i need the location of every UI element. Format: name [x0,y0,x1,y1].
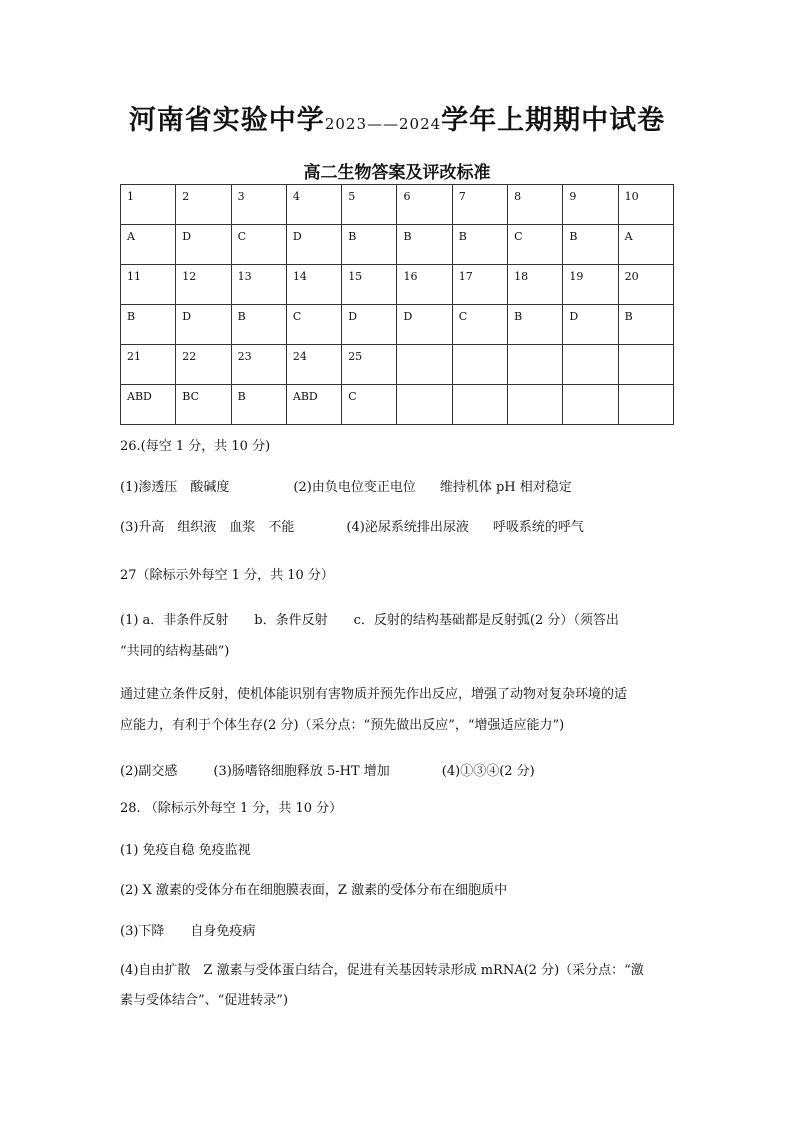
q27-line-4: 应能力，有利于个体生存(2 分)（采分点：“预先做出反应”，“增强适应能力”) [120,718,565,733]
title-school: 河南省实验中学 [128,105,325,136]
table-row [121,385,674,425]
q26-part-1: (1)渗透压 酸碱度 [120,480,230,495]
table-cell [508,385,563,425]
q26-part-2: (2)由负电位变正电位 [293,480,416,495]
table-cell: 8 [508,185,563,225]
q27-part-4: (4)①③④(2 分) [441,764,535,779]
table-cell [508,345,563,385]
q27-line-2: “共同的结构基础”) [120,644,230,659]
q28-line-4: (4)自由扩散 Z 激素与受体蛋白结合，促进有关基因转录形成 mRNA(2 分)（采分点：“激 [120,963,644,978]
q27-line-5 [120,760,535,779]
table-cell: B [452,225,507,265]
table-cell: C [452,305,507,345]
table-row [121,265,674,305]
table-cell: 2 [176,185,231,225]
table-cell: D [176,225,231,265]
table-cell: C [286,305,341,345]
table-cell: 7 [452,185,507,225]
q27-part-3: (3)肠嗜铬细胞释放 5-HT 增加 [213,764,390,779]
table-cell: B [618,305,673,345]
table-cell: 18 [508,265,563,305]
q28-line-2: (2) X 激素的受体分布在细胞膜表面，Z 激素的受体分布在细胞质中 [120,883,508,898]
table-cell [397,345,452,385]
table-cell: 12 [176,265,231,305]
q28-header: 28. （除标示外每空 1 分，共 10 分） [120,801,343,816]
table-cell: B [397,225,452,265]
table-row [121,225,674,265]
table-cell: ABD [121,385,176,425]
table-cell: 24 [286,345,341,385]
table-cell: D [286,225,341,265]
table-cell: C [231,225,286,265]
q26-header: 26.(每空 1 分，共 10 分) [120,439,271,454]
q26-line-2 [120,516,584,535]
q28-line-5: 素与受体结合”、“促进转录”) [120,993,289,1008]
table-cell [618,345,673,385]
table-cell: A [618,225,673,265]
q27-header: 27（除标示外每空 1 分，共 10 分） [120,568,334,583]
q27-line-1: (1) a．非条件反射 b．条件反射 c．反射的结构基础都是反射弧(2 分）（须答出 [120,613,619,628]
table-cell: 17 [452,265,507,305]
title-year: 2023——2024 [324,115,442,133]
table-cell: 23 [231,345,286,385]
table-cell: 3 [231,185,286,225]
table-cell [452,385,507,425]
q26-part-4: (4)泌尿系统排出尿液 [346,520,469,535]
q27-line-3: 通过建立条件反射，使机体能识别有害物质并预先作出反应，增强了动物对复杂环境的适 [120,687,628,702]
table-cell: A [121,225,176,265]
table-cell [563,385,618,425]
table-cell: 6 [397,185,452,225]
table-cell [452,345,507,385]
table-cell: B [342,225,397,265]
table-cell: D [342,305,397,345]
table-cell: 13 [231,265,286,305]
table-cell: 20 [618,265,673,305]
table-cell [563,345,618,385]
table-cell: 15 [342,265,397,305]
table-cell: 4 [286,185,341,225]
table-row [121,185,674,225]
title-term: 学年上期期中试卷 [441,105,666,136]
q26-part-3: (3)升高 组织液 血浆 不能 [120,520,295,535]
table-cell: B [508,305,563,345]
table-cell [618,385,673,425]
table-cell: B [231,305,286,345]
table-cell: B [231,385,286,425]
table-cell: ABD [286,385,341,425]
q28-line-1: (1) 免疫自稳 免疫监视 [120,843,251,858]
q26-part-2b: 维持机体 pH 相对稳定 [439,480,572,495]
table-cell [397,385,452,425]
table-cell: 21 [121,345,176,385]
document-subtitle: 高二生物答案及评改标准 [303,163,491,183]
table-cell: 19 [563,265,618,305]
table-row [121,305,674,345]
table-cell: 5 [342,185,397,225]
table-cell: 22 [176,345,231,385]
table-cell: 14 [286,265,341,305]
q26-line-1 [120,476,572,495]
table-cell: B [563,225,618,265]
table-cell: D [563,305,618,345]
q26-part-4b: 呼吸系统的呼气 [492,520,584,535]
answer-table [120,184,674,425]
table-cell: D [397,305,452,345]
table-row [121,345,674,385]
table-cell: 11 [121,265,176,305]
table-cell: 10 [618,185,673,225]
table-cell: 16 [397,265,452,305]
table-cell: 25 [342,345,397,385]
table-cell: D [176,305,231,345]
table-cell: C [342,385,397,425]
table-cell: 1 [121,185,176,225]
q28-line-3: (3)下降 自身免疫病 [120,924,256,939]
table-cell: 9 [563,185,618,225]
document-title [0,98,794,137]
table-cell: BC [176,385,231,425]
q27-part-2: (2)副交感 [120,764,178,779]
table-cell: B [121,305,176,345]
table-cell: C [508,225,563,265]
